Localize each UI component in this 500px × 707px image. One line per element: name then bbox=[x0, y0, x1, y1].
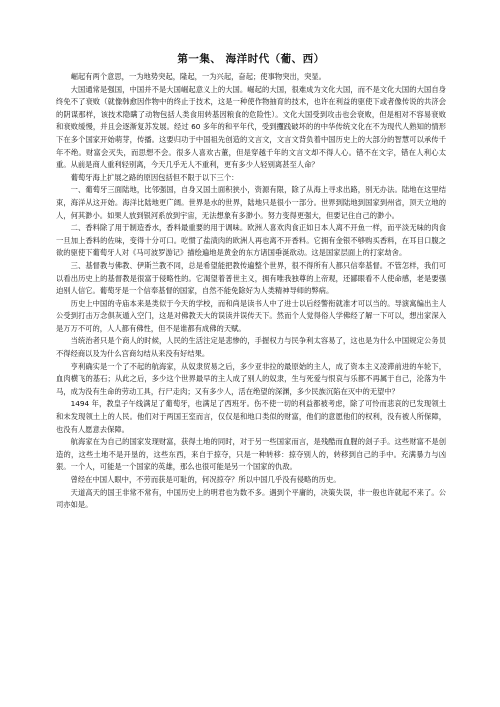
paragraph: 崛起有两个意思，一为地势突起，隆起，一为兴起，奋起；使事物突出，突显。 bbox=[70, 72, 326, 81]
paragraph: 1494 年，教皇子午线满足了葡萄牙，也满足了西班牙。伤不使一切的利益都被考虑，除了可怜而悲哀的已发现领土和未发现领土上的人民。他们对于两国王室而言，仅仅是和地口类似的财富，他们的意愿他们的权利，没有被人所保障，也没有人愿意去保障。 bbox=[56, 399, 446, 434]
paragraph: 历史上中国的寺庙本来是类似于今天的学校，而和尚是读书人中了进士以后经警衔就准才可以当的。导演寓编出主人公受到打击万念俱灰遁入空门，这是对佛教天大的误读并误传天下。然而个人觉得俗人学佛经了解一下可以，想出家深入是万万不可的，人人都有佛性，但不是谁都有成佛的天赋。 bbox=[56, 298, 446, 333]
paragraph: 天道高天的国王非常不常有，中国历史上的明君也为数不多。遇到个平庸的，决策失误，非一般也许就起不来了。公司亦如是。 bbox=[56, 487, 446, 510]
paragraph: 亨利确实是一个了不起的航海家，从奴隶贸易之后，多少亚非拉的最原始的主人，成了资本主义凌滞前进的车轮下，血肉横飞的基石；从此之后，多少这个世界最早的主人成了别人的奴隶，生与死爱与恨哀与乐都不再属于自己，沦落为牛马，成为没有生命的劳动工具，行尸走肉；又有多少人，活在绝望的深渊，多少民族沉陷在灭中的无望中？ bbox=[56, 361, 446, 396]
paragraph: 当统治者只是个商人的时候，人民的生活注定是悲惨的，手握权力与民争利太容易了，这也是为什么中国规定公务员不得经商以及为什么宫商勾结从来没有好结果。 bbox=[56, 336, 446, 359]
document-title: 第一集、 海洋时代（葡、西） bbox=[177, 53, 325, 65]
paragraph: 航海家在为自己的国家发现财富，获得土地的同时，对于另一些国家而言，是残酷而血腥的刽子手。这些财富不是创造的，这些土地不是开垦的，这些东西，来自于掠夺，只是一种转移：掠夺别人的，转移到自己的手中。充满暴力与凶狠。一个人，可能是一个国家的英雄，那么也很可能是另一个国家的仇敌。 bbox=[56, 437, 446, 472]
paragraph: 三、基督教与佛教、伊斯兰教不同，总是希望能把教传遍整个世界，很不得所有人都只信奉基督。不管怎样，我们可以看出历史上的基督教是很富于侵略性的。它渴望着普世主义，拥有唯我独尊的上帝观，还鄙眼看不人使命感，老是要强迫别人信它。葡萄牙是一个信奉基督的国家，自然不能免除好为人类精神导师的弊病。 bbox=[56, 260, 446, 296]
paragraph: 葡萄牙海上扩展之路的原因包括但不限于以下三个： bbox=[70, 172, 239, 182]
document-body bbox=[56, 71, 446, 512]
paragraph: 曾经在中国人眼中，不劳而获是可耻的，何况掠夺？所以中国几乎没有侵略的历史。 bbox=[70, 475, 341, 484]
document-page bbox=[56, 52, 446, 512]
paragraph: 二、香料除了用于制造香水，香料最重要的用于调味。欧洲人喜欢肉食正如日本人离不开鱼一样，而平淡无味的肉食一旦加上香料的佐味，变得十分可口。吃惯了盐渍肉的欧洲人再也离不开香料。它拥有金银不够购买香料，在耳目口腹之欲的驱使下葡萄牙人对《马可波罗游记》描绘遍地是黄金的东方诸国垂涎欲动。这是国家层面上的打家劫舍。 bbox=[56, 223, 446, 258]
paragraph: 一、葡萄牙三面陆地，比邻强国，自身又国土面积狭小，资源有限，除了从海上寻求出路，别无办法。陆地在这里结束，海洋从这开始。海洋比陆地更广阔。世界是水的世界，陆地只是很小一部分。世界到陆地到国家到州省，顶天立地的人，何其渺小。如果人放到银河系放到宇宙，无法想象有多渺小。努力变得更强大，但要记住自己的渺小。 bbox=[56, 185, 446, 220]
paragraph: 大国通常是强国，中国并不是大国崛起意义上的大国。崛起的大国，很难成为文化大国，而不是文化大国的大国自身终免不了衰败（就像韩愈因作物中的终止于技术，这是一种使作物抽育的技术，也许在利益的驱使下或者像传说的共济会的阴谋那样，该技术隐瞒了动物包括人类食用转基因粮食的危险性）。文化大国受到攻击也会衰败，但是相对不容易衰败和衰败缓慢，并且会逐渐复苏发展。经过 60 多年的和平年代，受到攫践破坏的的中华传统文化在不为现代人熟知的情形下在多个国家开始萌芽，传播。这要归功于中国祖先创造的文言文，文言文背负着中国历史上的大部分的智慧可以承传千年不绝。财富会灭失，而思想不会。很多人喜欢古董，但是穿越千年的文言文却不得人心。错不在文字，错在人利心太重。从前是商人重利轻别离，今天几乎无人不重利，更有多少人轻别离甚至人命？ bbox=[56, 84, 446, 170]
